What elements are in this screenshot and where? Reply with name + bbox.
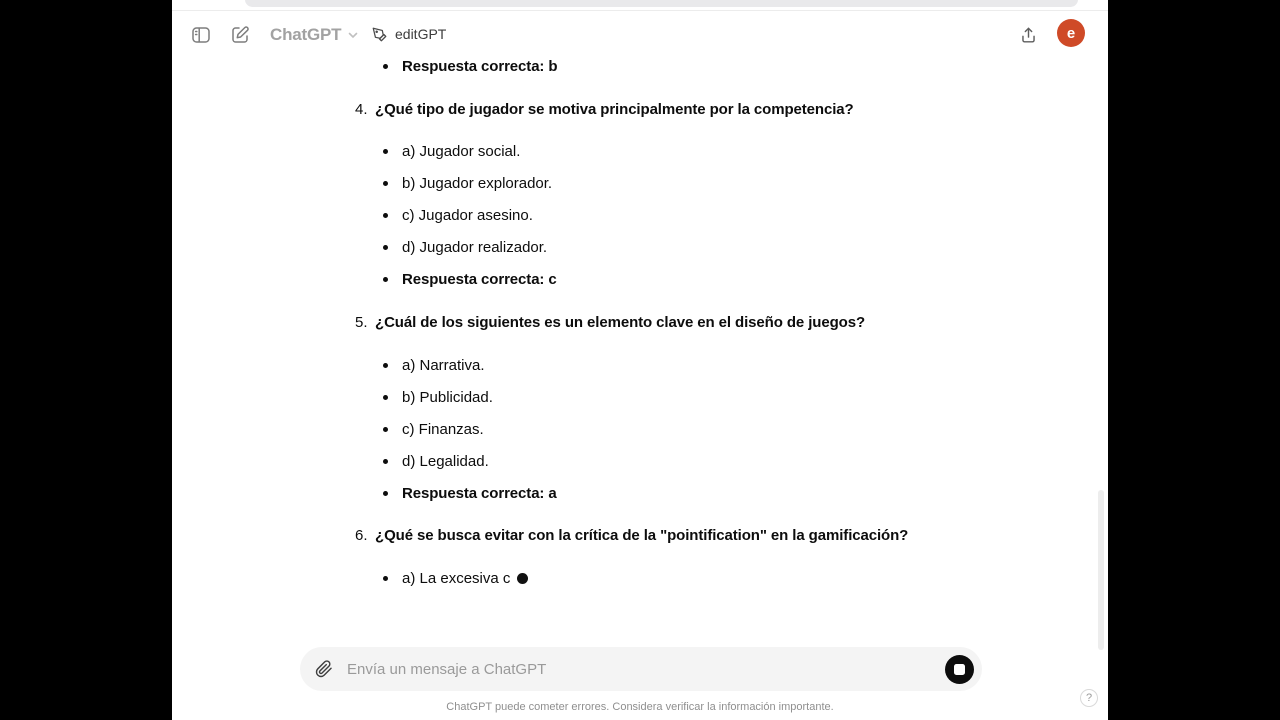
top-bar — [172, 12, 1108, 58]
option-text: a) La excesiva c — [402, 569, 511, 587]
gpt-breadcrumb[interactable] — [372, 26, 446, 42]
option-text: c) Finanzas. — [402, 420, 484, 438]
option-line — [383, 355, 485, 375]
option-line — [383, 237, 547, 257]
pen-nib-icon — [372, 27, 387, 42]
option-line — [383, 173, 552, 193]
paperclip-icon — [315, 660, 333, 678]
question-text: ¿Qué tipo de jugador se motiva principalmente por la competencia? — [375, 100, 854, 118]
model-switcher[interactable] — [270, 25, 359, 45]
question-text: ¿Cuál de los siguientes es un elemento clave en el diseño de juegos? — [375, 313, 866, 331]
bullet-icon — [383, 245, 388, 250]
chevron-down-icon — [347, 29, 359, 41]
attach-file-button[interactable] — [313, 658, 335, 680]
answer-text: Respuesta correcta: b — [402, 57, 558, 75]
bullet-icon — [383, 427, 388, 432]
option-text: c) Jugador asesino. — [402, 206, 533, 224]
bullet-icon — [383, 491, 388, 496]
question-number: 5. — [355, 313, 368, 331]
chatgpt-window — [172, 0, 1108, 720]
streaming-option-line — [383, 568, 528, 588]
bullet-icon — [383, 395, 388, 400]
bullet-icon — [383, 576, 388, 581]
option-line — [383, 141, 520, 161]
bullet-icon — [383, 213, 388, 218]
share-upload-icon — [1019, 26, 1038, 45]
sidebar-toggle-button[interactable] — [190, 24, 212, 46]
answer-line — [383, 269, 557, 289]
option-line — [383, 387, 493, 407]
option-text: b) Publicidad. — [402, 388, 493, 406]
bullet-icon — [383, 363, 388, 368]
option-text: d) Jugador realizador. — [402, 238, 548, 256]
answer-text: Respuesta correcta: c — [402, 270, 557, 288]
option-text: a) Narrativa. — [402, 356, 485, 374]
question-5 — [355, 312, 865, 332]
answer-line — [383, 56, 557, 76]
cropped-browser-bar — [245, 0, 1078, 7]
bullet-icon — [383, 277, 388, 282]
option-line — [383, 451, 489, 471]
message-input[interactable]: Envía un mensaje a ChatGPT — [347, 660, 547, 678]
bullet-icon — [383, 181, 388, 186]
model-name: ChatGPT — [270, 25, 342, 44]
bullet-icon — [383, 459, 388, 464]
question-number: 6. — [355, 526, 368, 544]
scrollbar[interactable] — [1098, 490, 1104, 650]
gpt-name: editGPT — [395, 26, 447, 42]
share-button[interactable] — [1017, 24, 1039, 46]
help-button[interactable]: ? — [1080, 689, 1098, 707]
option-text: a) Jugador social. — [402, 142, 521, 160]
option-text: d) Legalidad. — [402, 452, 489, 470]
stop-generating-button[interactable] — [945, 655, 974, 684]
streaming-cursor-icon — [517, 573, 528, 584]
stop-icon — [954, 664, 965, 675]
question-6 — [355, 525, 908, 545]
answer-text: Respuesta correcta: a — [402, 484, 557, 502]
disclaimer-text: ChatGPT puede cometer errores. Considera verificar la información importante. — [446, 701, 834, 713]
option-text: b) Jugador explorador. — [402, 174, 553, 192]
question-number: 4. — [355, 100, 368, 118]
window-top-divider — [172, 10, 1108, 11]
question-4 — [355, 99, 854, 119]
compose-icon — [230, 25, 250, 45]
answer-line — [383, 483, 557, 503]
option-line — [383, 205, 533, 225]
message-composer[interactable] — [300, 647, 982, 691]
avatar[interactable]: e — [1057, 19, 1085, 47]
bullet-icon — [383, 64, 388, 69]
question-text: ¿Qué se busca evitar con la crítica de la "pointification" en la gamificación? — [375, 526, 909, 544]
sidebar-toggle-icon — [191, 25, 211, 45]
bullet-icon — [383, 149, 388, 154]
option-line — [383, 419, 484, 439]
new-chat-button[interactable] — [229, 24, 251, 46]
